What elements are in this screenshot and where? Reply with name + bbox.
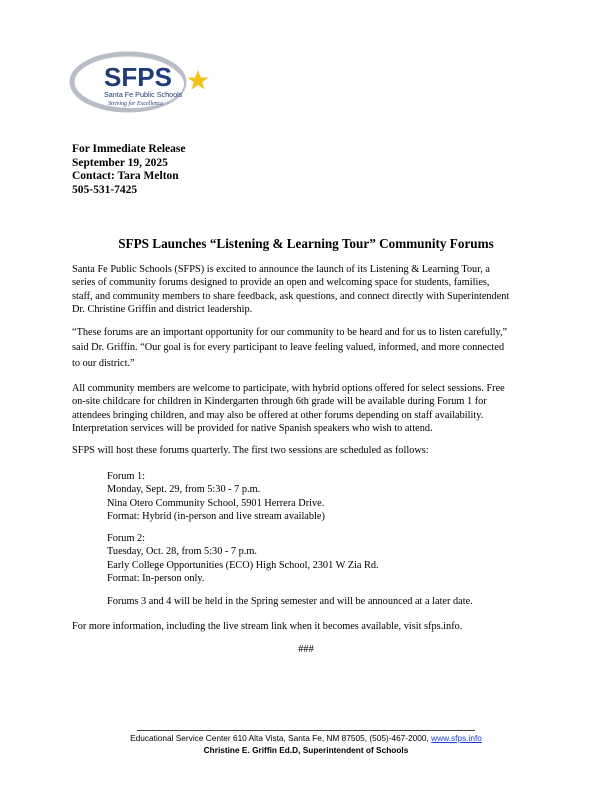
forum-1-details: Forum 1: Monday, Sept. 29, from 5:30 - 7 p.m. Nina Otero Community School, 5901 Herrera Drive. Format: Hybrid (in-person and live stream available) [107,471,325,523]
forums-3-4-note: Forums 3 and 4 will be held in the Spring semester and will be announced at a later date. [107,596,473,607]
press-release-title: SFPS Launches “Listening & Learning Tour” Community Forums [118,236,494,251]
release-phone: 505-531-7425 [72,183,138,196]
footer-divider [137,730,475,731]
logo-tagline: Striving for Excellence [108,101,163,107]
paragraph-schedule-intro: SFPS will host these forums quarterly. The first two sessions are scheduled as follows: [72,445,429,456]
sfps-logo [68,48,216,116]
paragraph-participation: All community members are welcome to participate, with hybrid options offered for select sessions. Free on-site childcare for children in Kindergarten through 6th grade will be available during Forum 1 for attendees bringing children, and may also be offered at other forums depending on staff availability. Interpretation services will be provided for native Spanish speakers who wish to attend. [72,383,505,435]
paragraph-intro: Santa Fe Public Schools (SFPS) is excited to announce the launch of its Listening & Learning Tour, a series of community forums designed to provide an open and welcoming space for students, families, staff, and community members to share feedback, ask questions, and connect directly with Superintendent Dr. Christine Griffin and district leadership. [72,264,510,316]
release-header [72,143,185,197]
release-date: September 19, 2025 [72,156,168,169]
paragraph-more-info: For more information, including the live stream link when it becomes available, visit sfps.info. [72,621,463,632]
logo-wordmark: SFPS [104,62,172,92]
release-type: For Immediate Release [72,143,186,155]
footer-website-link[interactable]: www.sfps.info [431,733,482,743]
star-icon [188,70,209,90]
forum-2-details: Forum 2: Tuesday, Oct. 28, from 5:30 - 7 p.m. Early College Opportunities (ECO) High School, 2301 W Zia Rd. Format: In-person only. [107,533,379,585]
end-mark: ### [298,644,314,655]
footer-address-line [0,733,612,743]
footer-address: Educational Service Center 610 Alta Vista, Santa Fe, NM 87505, (505)-467-2000, [130,733,432,743]
footer-signature: Christine E. Griffin Ed.D, Superintendent of Schools [203,745,409,755]
paragraph-quote: “These forums are an important opportunity for our community to be heard and for us to listen carefully,” said Dr. Griffin. “Our goal is for every participant to leave feeling valued, informed, and more connected to our district.” [72,327,508,369]
release-contact: Contact: Tara Melton [72,170,179,183]
logo-subtitle: Santa Fe Public Schools [104,90,183,99]
